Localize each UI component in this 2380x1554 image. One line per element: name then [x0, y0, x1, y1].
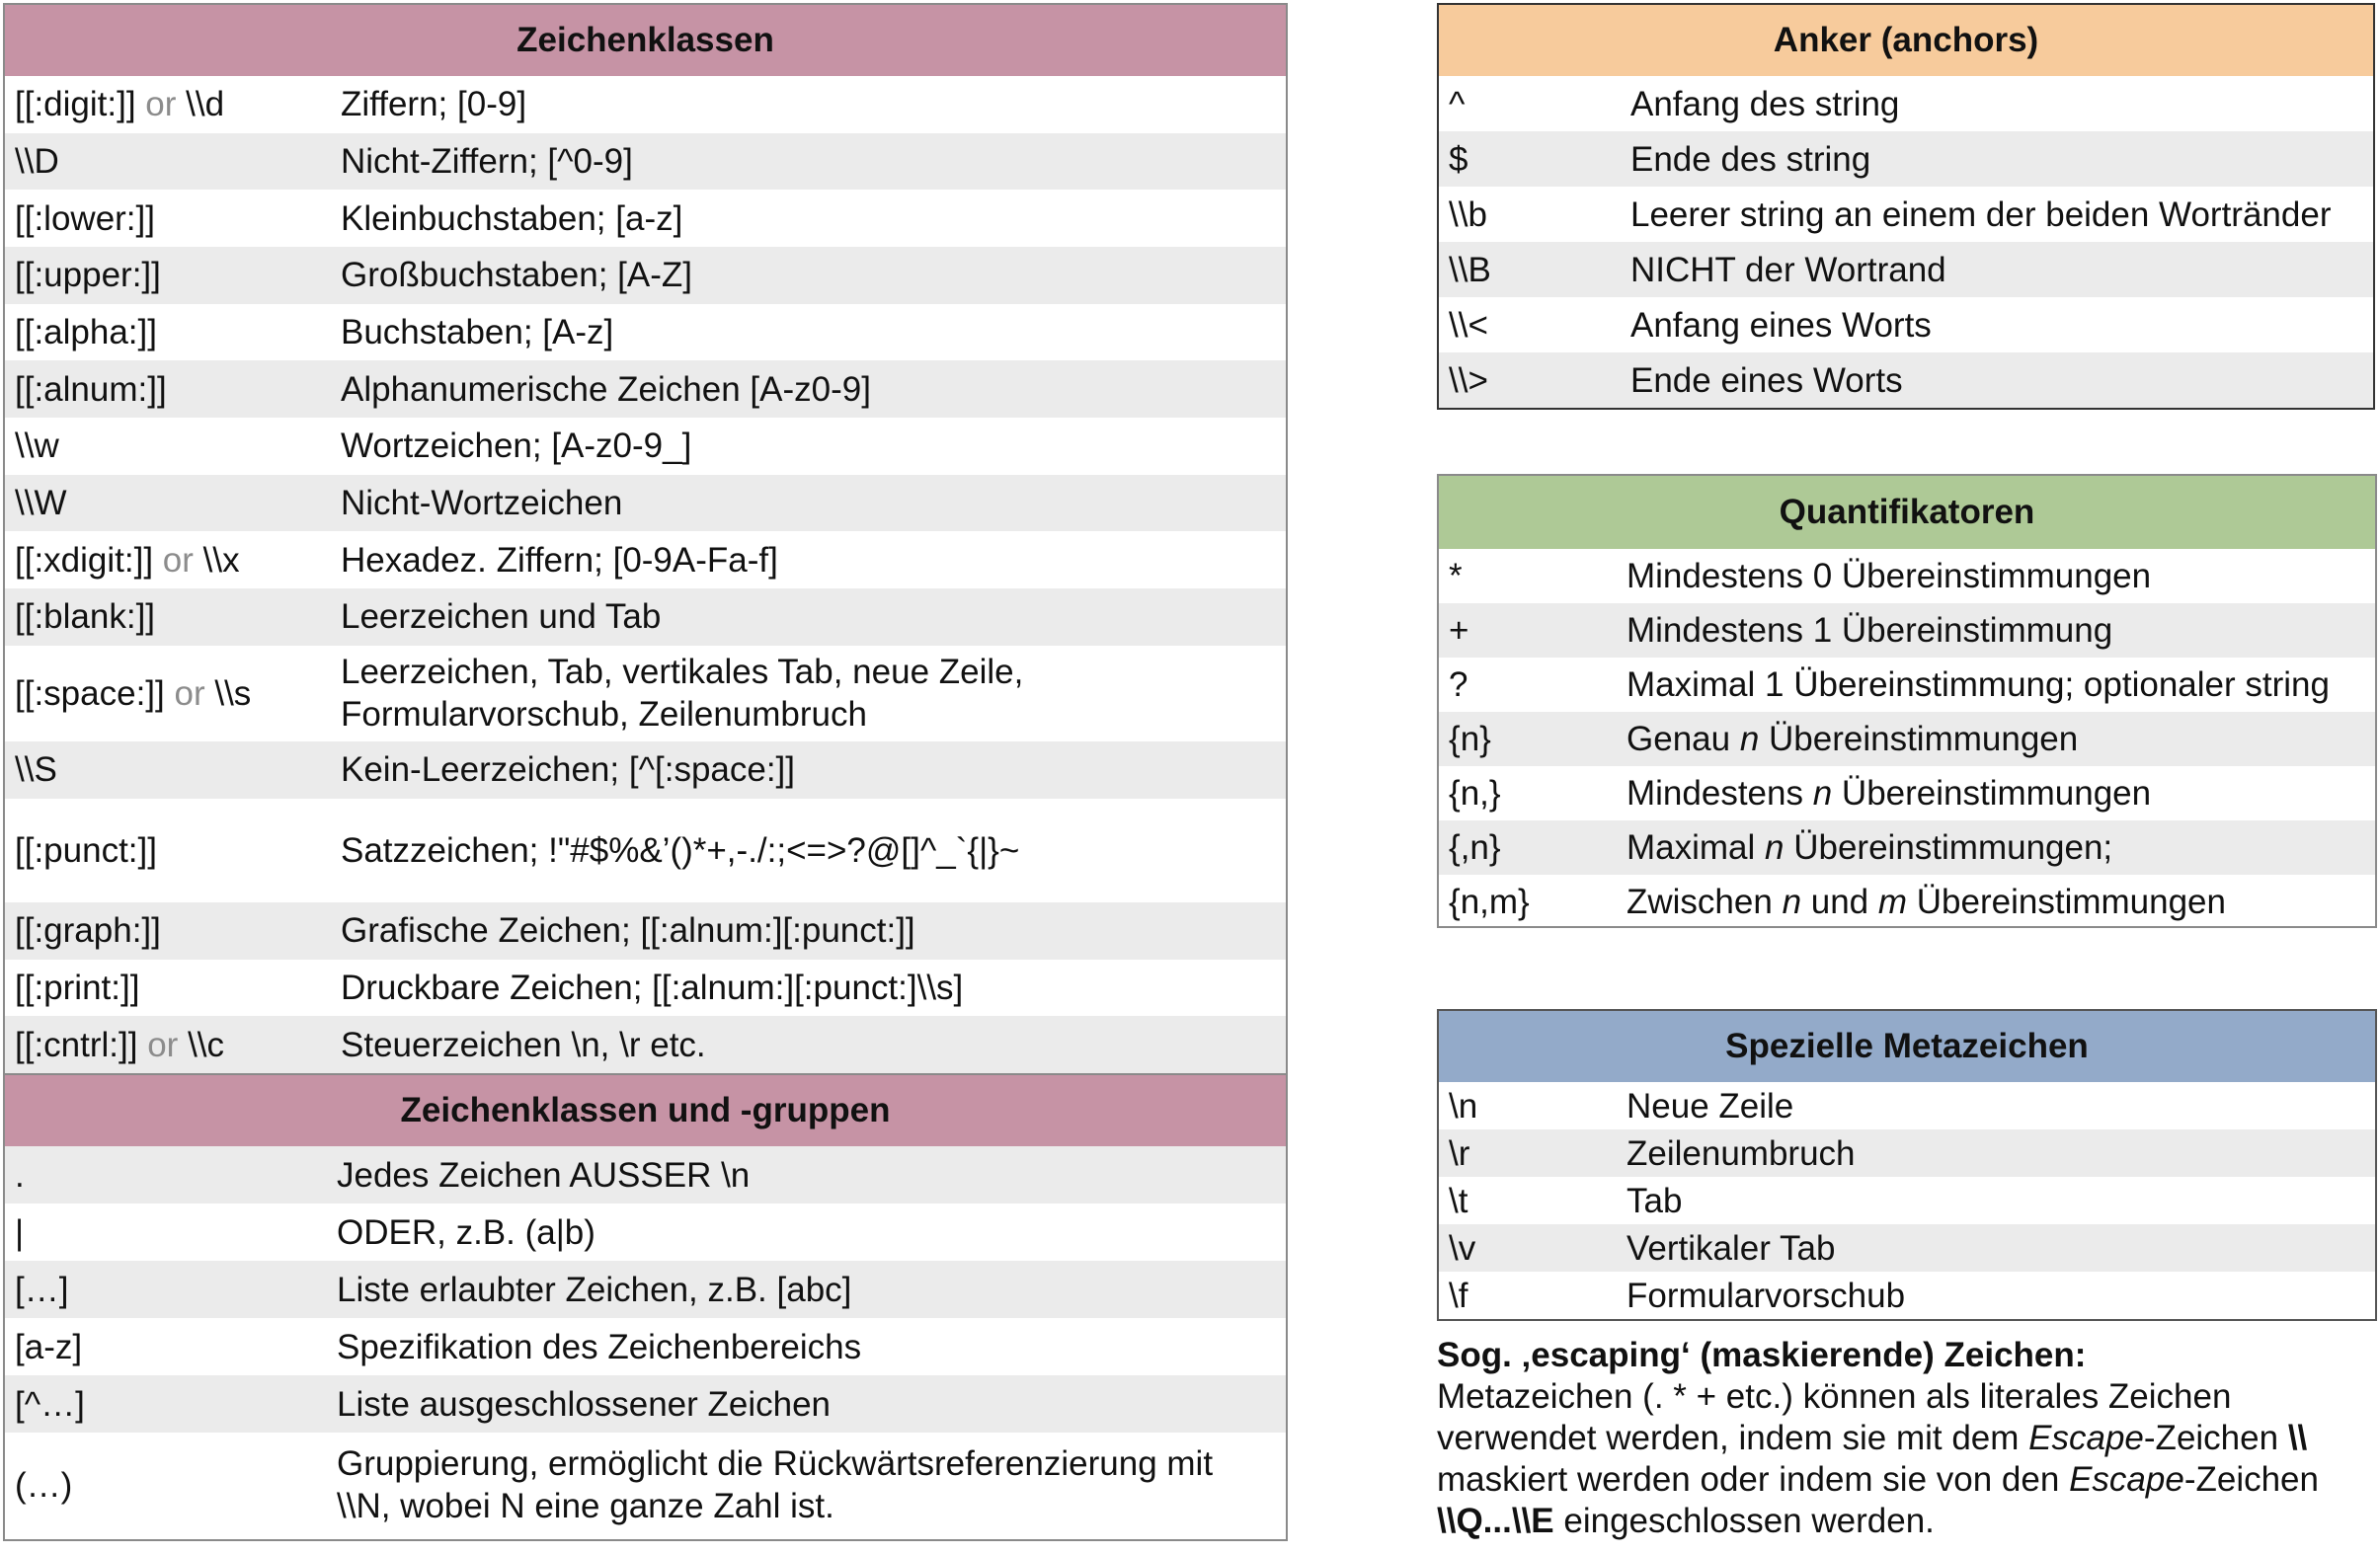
group-description: Gruppierung, ermöglicht die Rückwärtsreferenzierung mit	[337, 1444, 1214, 1483]
table-row	[5, 304, 1286, 361]
quantifier-token: {n,m}	[1449, 883, 1530, 921]
class-token: [[:xdigit:]]	[15, 540, 154, 580]
escaping-line: verwendet werden, indem sie mit dem Escape-Zeichen \\	[1437, 1419, 2308, 1457]
escaping-line: \\Q...\\E eingeschlossen werden.	[1437, 1502, 1935, 1540]
table-row	[5, 190, 1286, 247]
table-row	[1439, 603, 2375, 658]
quantifier-description: Zwischen n und m Übereinstimmungen	[1626, 883, 2226, 921]
anchor-description: Ende des string	[1630, 139, 1871, 179]
class-description: Steuerzeichen \n, \r etc.	[341, 1025, 706, 1064]
meta-token: \f	[1449, 1276, 1468, 1315]
quantifier-description: Mindestens 1 Übereinstimmung	[1626, 611, 2113, 650]
anchor-token: \\<	[1449, 305, 1488, 345]
group-token: […]	[15, 1270, 69, 1309]
table-row	[5, 960, 1286, 1017]
table-row	[5, 133, 1286, 191]
table-row	[5, 646, 1286, 741]
table-row	[1439, 820, 2375, 875]
meta-token: \n	[1449, 1086, 1478, 1126]
table-header-zeichenklassen: Zeichenklassen	[5, 5, 1286, 76]
meta-description: Neue Zeile	[1626, 1086, 1794, 1126]
class-description: Wortzeichen; [A-z0-9_]	[341, 427, 692, 466]
class-token: \\W	[15, 483, 67, 522]
escaping-note	[1437, 1335, 2375, 1542]
class-description: Leerzeichen, Tab, vertikales Tab, neue Zeile,	[341, 653, 1024, 692]
table-row	[5, 531, 1286, 588]
quantifier-description: Genau n Übereinstimmungen	[1626, 720, 2079, 758]
meta-description: Vertikaler Tab	[1626, 1228, 1836, 1268]
class-token: [[:blank:]]	[15, 597, 156, 637]
anchor-token: ^	[1449, 84, 1466, 123]
group-token: [a-z]	[15, 1327, 83, 1366]
table-row	[5, 799, 1286, 902]
table-row	[1439, 242, 2373, 297]
table-row	[1439, 549, 2375, 603]
table-row	[5, 1204, 1286, 1261]
class-token: [[:digit:]]	[15, 85, 136, 124]
class-token: \\w	[15, 427, 59, 466]
class-description: Kleinbuchstaben; [a-z]	[341, 198, 683, 238]
table-row	[5, 418, 1286, 475]
anchor-token: \\>	[1449, 360, 1488, 400]
table-row	[1439, 712, 2375, 766]
anchor-description: Anfang eines Worts	[1630, 305, 1932, 345]
class-token: [[:print:]]	[15, 969, 140, 1007]
anker-rows	[1439, 76, 2373, 408]
or-label: or	[174, 673, 205, 713]
or-label: or	[145, 85, 177, 124]
or-label: or	[162, 540, 194, 580]
table-row	[5, 247, 1286, 304]
class-description-cont: Formularvorschub, Zeilenumbruch	[341, 695, 867, 735]
class-description: Leerzeichen und Tab	[341, 597, 662, 637]
table-row	[1439, 1177, 2375, 1224]
metazeichen-rows	[1439, 1082, 2375, 1319]
table-row	[1439, 1082, 2375, 1129]
class-description: Grafische Zeichen; [[:alnum:][:punct:]]	[341, 911, 915, 951]
table-row	[5, 360, 1286, 418]
table-header-quantifikatoren: Quantifikatoren	[1439, 476, 2375, 549]
class-token: \\S	[15, 750, 57, 790]
class-description: Nicht-Wortzeichen	[341, 483, 623, 522]
anchor-description: Ende eines Worts	[1630, 360, 1903, 400]
group-token: |	[15, 1212, 25, 1252]
quantifier-token: *	[1449, 557, 1463, 595]
class-description: Nicht-Ziffern; [^0-9]	[341, 141, 633, 181]
table-header-metazeichen: Spezielle Metazeichen	[1439, 1011, 2375, 1082]
class-description: Hexadez. Ziffern; [0-9A-Fa-f]	[341, 540, 778, 580]
escaping-line: Metazeichen (. * + etc.) können als literales Zeichen	[1437, 1377, 2232, 1416]
table-anker	[1437, 3, 2375, 410]
meta-token: \t	[1449, 1181, 1468, 1220]
class-description: Buchstaben; [A-z]	[341, 312, 614, 351]
quantifikatoren-rows	[1439, 549, 2375, 929]
group-description: Spezifikation des Zeichenbereichs	[337, 1327, 862, 1366]
group-token: .	[15, 1155, 25, 1195]
quantifier-description: Maximal n Übereinstimmungen;	[1626, 828, 2113, 867]
table-row	[1439, 131, 2373, 187]
class-token: [[:alnum:]]	[15, 369, 167, 409]
group-description: Jedes Zeichen AUSSER \n	[337, 1155, 751, 1195]
anchor-token: $	[1449, 139, 1468, 179]
meta-token: \r	[1449, 1133, 1470, 1173]
anchor-description: Anfang des string	[1630, 84, 1900, 123]
zeichenklassen-rows	[5, 76, 1286, 1073]
group-token: [^…]	[15, 1384, 85, 1424]
anchor-token: \\b	[1449, 194, 1487, 234]
class-token: [[:alpha:]]	[15, 312, 157, 351]
table-header-anker: Anker (anchors)	[1439, 5, 2373, 76]
class-token: [[:lower:]]	[15, 198, 155, 238]
class-token: \\D	[15, 141, 59, 181]
class-alias: \\s	[214, 673, 252, 713]
escaping-heading: Sog. ‚escaping‘ (maskierende) Zeichen:	[1437, 1336, 2087, 1374]
quantifier-token: +	[1449, 611, 1469, 650]
table-row	[1439, 658, 2375, 712]
class-alias: \\c	[188, 1025, 225, 1064]
class-description: Alphanumerische Zeichen [A-z0-9]	[341, 369, 871, 409]
group-description: ODER, z.B. (a|b)	[337, 1212, 595, 1252]
quantifier-token: ?	[1449, 665, 1468, 704]
quantifier-description: Mindestens n Übereinstimmungen	[1626, 774, 2152, 813]
table-quantifikatoren	[1437, 474, 2377, 928]
table-header-gruppen: Zeichenklassen und -gruppen	[5, 1075, 1286, 1146]
table-row	[5, 1016, 1286, 1073]
anchor-token: \\B	[1449, 250, 1491, 289]
table-row	[5, 1318, 1286, 1375]
class-alias: \\d	[186, 85, 225, 124]
table-row	[1439, 1224, 2375, 1272]
table-row	[1439, 875, 2375, 929]
table-row	[5, 1261, 1286, 1318]
class-description: Großbuchstaben; [A-Z]	[341, 256, 692, 295]
or-label: or	[147, 1025, 179, 1064]
anchor-description: Leerer string an einem der beiden Wortränder	[1630, 194, 2332, 234]
table-row	[5, 475, 1286, 532]
gruppen-rows	[5, 1146, 1286, 1537]
class-description: Druckbare Zeichen; [[:alnum:][:punct:]\\s]	[341, 969, 964, 1007]
group-description-cont: \\N, wobei N eine ganze Zahl ist.	[337, 1487, 834, 1525]
quantifier-token: {n,}	[1449, 774, 1501, 813]
quantifier-description: Maximal 1 Übereinstimmung; optionaler string	[1626, 665, 2330, 704]
table-row	[1439, 297, 2373, 352]
table-row	[5, 1433, 1286, 1537]
class-alias: \\x	[202, 540, 240, 580]
table-zeichenklassen	[3, 3, 1288, 1075]
table-metazeichen	[1437, 1009, 2377, 1321]
table-row	[5, 902, 1286, 960]
escaping-line: maskiert werden oder indem sie von den Escape-Zeichen	[1437, 1460, 2319, 1499]
class-token: [[:graph:]]	[15, 911, 161, 951]
class-description: Satzzeichen; !"#$%&’()*+,-./:;<=>?@[]^_`{|}~	[341, 830, 1020, 870]
table-row	[5, 741, 1286, 799]
class-token: [[:cntrl:]]	[15, 1025, 138, 1064]
class-token: [[:punct:]]	[15, 830, 157, 870]
table-row	[1439, 1272, 2375, 1319]
table-row	[5, 76, 1286, 133]
table-row	[1439, 76, 2373, 131]
meta-token: \v	[1449, 1228, 1476, 1268]
meta-description: Formularvorschub	[1626, 1276, 1906, 1315]
class-token: [[:upper:]]	[15, 256, 161, 295]
quantifier-token: {,n}	[1449, 828, 1501, 867]
table-gruppen	[3, 1075, 1288, 1541]
table-row	[5, 1146, 1286, 1204]
table-row	[5, 588, 1286, 646]
table-row	[5, 1375, 1286, 1433]
group-description: Liste ausgeschlossener Zeichen	[337, 1384, 832, 1424]
table-row	[1439, 1129, 2375, 1177]
group-description: Liste erlaubter Zeichen, z.B. [abc]	[337, 1270, 852, 1309]
anchor-description: NICHT der Wortrand	[1630, 250, 1946, 289]
quantifier-description: Mindestens 0 Übereinstimmungen	[1626, 557, 2152, 595]
quantifier-token: {n}	[1449, 720, 1491, 758]
meta-description: Zeilenumbruch	[1626, 1133, 1856, 1173]
class-description: Kein-Leerzeichen; [^[:space:]]	[341, 750, 796, 790]
meta-description: Tab	[1626, 1181, 1683, 1220]
table-row	[1439, 187, 2373, 242]
class-description: Ziffern; [0-9]	[341, 85, 527, 124]
table-row	[1439, 766, 2375, 820]
table-row	[1439, 352, 2373, 408]
class-token: [[:space:]]	[15, 673, 165, 713]
group-token: (…)	[15, 1465, 73, 1505]
